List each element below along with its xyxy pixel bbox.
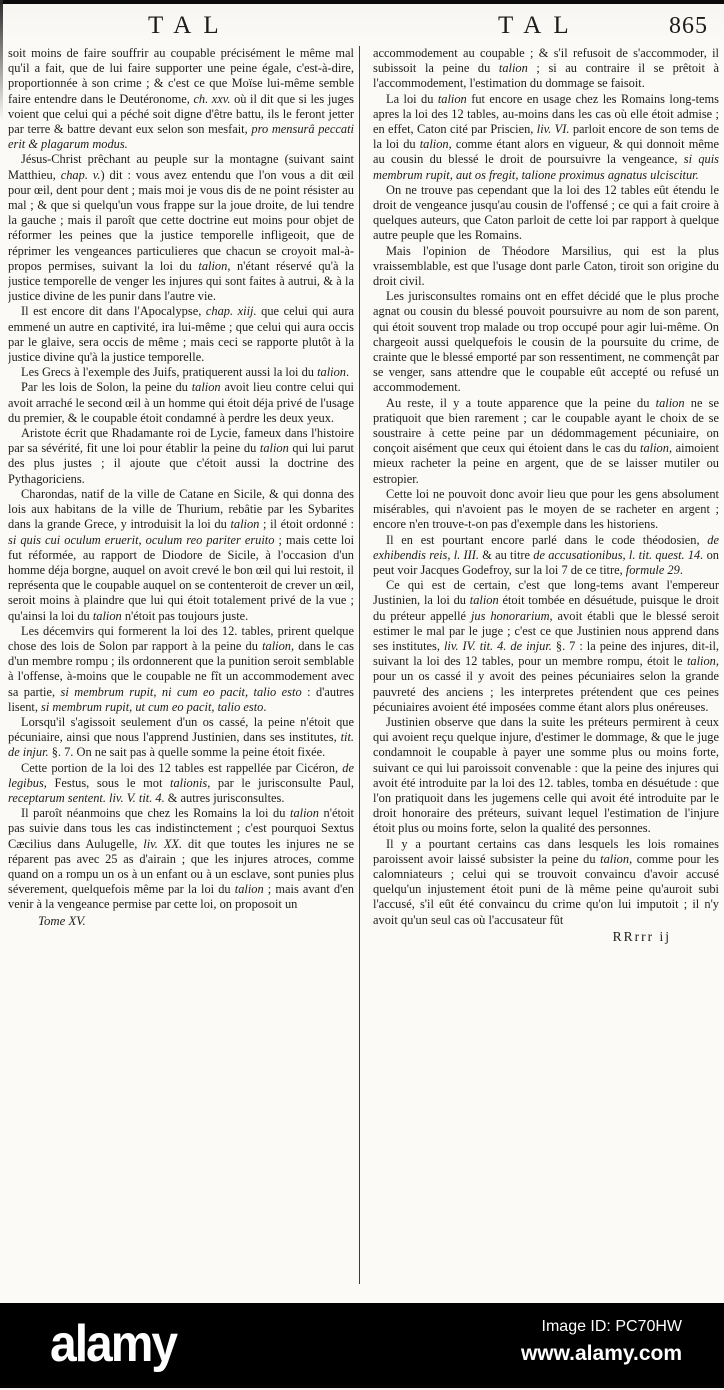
paragraph: Lorsqu'il s'agissoit seulement d'un os cassé, la peine n'étoit que pécuniaire, ainsi que nous l'apprend Justinien, dans ses institutes, tit. de injur. §. 7. On ne sait pas à quelle somme la peine étoit fixée. <box>8 714 354 760</box>
alamy-url-text: www.alamy.com <box>520 1342 682 1365</box>
paragraph: Cette portion de la loi des 12 tables est rappellée par Cicéron, de legibus, Festus, sous le mot talionis, par le jurisconsulte Paul, receptarum sentent. liv. V. tit. 4. & autres jurisconsultes. <box>8 760 354 805</box>
paragraph: Cette loi ne pouvoit donc avoir lieu que pour les gens absolument misérables, qui n'avoient pas le moyen de se racheter en argent ; encore n'en trouve-t-on pas d'exemple dans les historiens. <box>373 486 719 532</box>
text-block <box>0 46 724 1290</box>
gathering-signature: RRrrr ij <box>612 928 671 944</box>
scan-top-edge <box>0 0 724 4</box>
paragraph: Par les lois de Solon, la peine du talion avoit lieu contre celui qui avoit arraché le second œil à un homme qui étoit déja privé de l'usage du premier, & le coupable étoit condamné à perdre les deux yeux. <box>8 380 354 425</box>
watermark-bar <box>0 1303 724 1388</box>
paragraph: Il en est pourtant encore parlé dans le code théodosien, de exhibendis reis, l. III. & au titre de accusationibus, l. tit. quest. 14. on peut voir Jacques Godefroy, sur la loi 7 de ce titre, formule 29. <box>373 532 719 577</box>
paragraph: Les jurisconsultes romains ont en effet décidé que le plus proche agnat ou cousin du blessé pouvoit poursuivre au nom de son parent, qui étoit souvent trop malade ou trop occupé pour agir lui-même. On chargeoit aussi quelquefois le cousin de la poursuite du crime, de crainte que le blessé emporté par son ressentiment, ne commençât par se venger, sans attendre que le coupable eût accepté ou refusé un accommodement. <box>373 289 719 395</box>
paragraph: Mais l'opinion de Théodore Marsilius, qui est la plus vraissemblable, est que l'usage dont parle Caton, tiroit son origine du droit civil. <box>373 243 719 289</box>
running-head <box>0 12 724 46</box>
page-number: 865 <box>669 13 708 39</box>
paragraph: Il paroît néanmoins que chez les Romains la loi du talion n'étoit pas suivie dans tous les cas indistinctement ; c'est pourquoi Sextus Cæcilius dans Aulugelle, liv. XX. dit que toutes les injures ne se réparent pas avec 25 as d'airain ; que les injures atroces, comme quand on a rompu un os à un enfant ou à un esclave, sont punies plus séverement, quelquefois même par la loi du talion ; mais avant d'en venir à la vengeance permise par cette loi, on proposoit un <box>8 806 354 912</box>
paragraph: Ce qui est de certain, c'est que long-tems avant l'empereur Justinien, la loi du talion étoit tombée en désuétude, puisque le droit du préteur appellé jus honorarium, avoit établi que le blessé seroit estimer le mal par le juge ; c'est ce que Justinien nous apprend dans ses institutes, liv. IV. tit. 4. de injur. §. 7 : la peine des injures, dit-il, suivant la loi des 12 tables, pour un membre rompu, étoit le talion, pour un os cassé il y avoit des peines pécuniaires selon la grande pauvreté des anciens ; les interpretes prétendent que ces peines pécuniaires avoient été imposées comme étant alors plus onéreuses. <box>373 578 719 714</box>
paragraph: Jésus-Christ prêchant au peuple sur la montagne (suivant saint Matthieu, chap. v.) dit : vous avez entendu que l'on vous a dit œil pour œil, dent pour dent ; mais moi je vous dis de ne point résister au mal ; & que si quelqu'un vous frappe sur la joue droite, de lui tendre la gauche ; mais il paroît que cette doctrine eut moins pour objet de réformer les peines que la justice temporelle infligeoit, que de réprimer les vengeances particulieres que chacun se croyoit mal-à-propos permises, suivant la loi du talion, n'étant réservé qu'à la justice temporelle de venger les injures qui sont faites à autrui, & à la justice divine de les punir dans l'autre vie. <box>8 152 354 304</box>
column-right <box>373 46 719 1290</box>
paragraph: Les Grecs à l'exemple des Juifs, pratiquerent aussi la loi du talion. <box>21 365 350 380</box>
tome-catchline: Tome XV. <box>38 913 86 928</box>
paragraph: soit moins de faire souffrir au coupable précisément le même mal qu'il a fait, que de lui faire supporter une peine égale, c'est-à-dire, proportionnée à son crime ; & c'est ce que Moïse lui-même semble faire entendre dans le Deutéronome, ch. xxv. où il dit que si les juges voient que celui qui a péché soit digne d'être battu, ils le feront jetter par terre & battre devant eux selon son mesfait, pro mensurâ peccati erit & plagarum modus. <box>8 46 354 152</box>
paragraph: Charondas, natif de la ville de Catane en Sicile, & qui donna des lois aux habitans de la ville de Thurium, rebâtie par les Sybarites dans la grande Grece, y introduisit la loi du talion ; il étoit ordonné : si quis cui oculum eruerit, oculum reo pariter eruito ; mais cette loi fut réformée, au rapport de Diodore de Sicile, à l'occasion d'un homme déja borgne, auquel on avoit crevé le bon œil qui lui restoit, il représenta que le coupable auquel on se contenteroit de crever un œil, seroit moins à plaindre que lui qui étoit totalement privé de la vue ; qu'ainsi la loi du talion n'étoit pas toujours juste. <box>8 486 354 623</box>
running-title-right: TAL <box>498 12 581 39</box>
paragraph: Justinien observe que dans la suite les préteurs permirent à ceux qui avoient reçu quelque injure, d'estimer le dommage, & que le juge condamnoit le coupable à payer une somme plus ou moins forte, suivant ce qui lui paroissoit convenable : que la peine des injures qui avoit été introduite par la loi des 12. tables, tomba en désuétude : que l'on pratiquoit dans les jugemens celle qui avoit été introduite par le droit honoraire des préteurs, suivant lequel l'estimation de l'injure étoit plus ou moins forte, selon la qualité des personnes. <box>373 714 719 836</box>
column-left <box>8 46 354 1290</box>
paragraph: accommodement au coupable ; & s'il refusoit de s'accommoder, il subissoit la peine du talion ; si au contraire il se prêtoit à l'accommodement, l'estimation du dommage se faisoit. <box>373 46 719 91</box>
paragraph: Il est encore dit dans l'Apocalypse, chap. xiij. que celui qui aura emmené un autre en captivité, ira lui-même ; que celui qui aura occis par le glaive, sera occis de même ; mais ceci se rapporte plutôt à la justice divine qu'à la justice temporelle. <box>8 304 354 365</box>
column-divider-rule <box>359 46 360 1284</box>
image-id-text: Image ID: PC70HW <box>541 1318 682 1335</box>
paragraph: Les décemvirs qui formerent la loi des 12. tables, prirent quelque chose des lois de Solon par rapport à la peine du talion, dans le cas d'un membre rompu ; ils ordonnerent que la punition seroit semblable à l'offense, à-moins que le coupable ne fît un accommodement avec sa partie, si membrum rupit, ni cum eo pacit, talio esto : d'autres lisent, si membrum rupit, ut cum eo pacit, talio esto. <box>8 623 354 714</box>
watermark-meta <box>521 1315 682 1369</box>
paragraph: On ne trouve pas cependant que la loi des 12 tables eût étendu le droit de vengeance jusqu'au cousin de l'offensé ; ce qui a fait croire à quelques auteurs, que Caton parloit de cette loi par rapport à quelque autre peuple que les Romains. <box>373 182 719 243</box>
alamy-logo: alamy <box>50 1315 177 1374</box>
paragraph: La loi du talion fut encore en usage chez les Romains long-tems apres la loi des 12 tables, au-moins dans les cas où elle étoit admise ; en effet, Caton cité par Priscien, liv. VI. parloit encore de son tems de la loi du talion, comme étant alors en vigueur, & qui donnoit même au cousin du blessé le droit de poursuivre la vengeance, si quis membrum rupit, aut os fregit, talione proximus agnatus ulciscitur. <box>373 91 719 182</box>
paragraph: Aristote écrit que Rhadamante roi de Lycie, fameux dans l'histoire par sa sévérité, fit une loi pour établir la peine du talion qui lui parut des plus justes ; il ajoute que c'étoit aussi la doctrine des Pythagoriciens. <box>8 426 354 486</box>
paragraph: Au reste, il y a toute apparence que la peine du talion ne se pratiquoit que bien rarement ; car le coupable ayant le choix de se soustraire à cette peine par un dédommagement pécuniaire, on conçoit aisément que ceux qui étoient dans le cas du talion, aimoient mieux racheter la peine en argent, que de se laisser mutiler ou estropier. <box>373 395 719 486</box>
running-title-left: TAL <box>148 12 231 39</box>
paragraph: Il y a pourtant certains cas dans lesquels les lois romaines paroissent avoir laissé subsister la peine du talion, comme pour les calomniateurs ; celui qui se trouvoit convaincu d'avoir accusé quelqu'un injustement étoit puni de là même peine qu'auroit subi l'accusé, s'il eût été convaincu du crime qu'on lui imputoit ; il n'y avoit qu'un seul cas où l'accusateur fût <box>373 836 719 927</box>
